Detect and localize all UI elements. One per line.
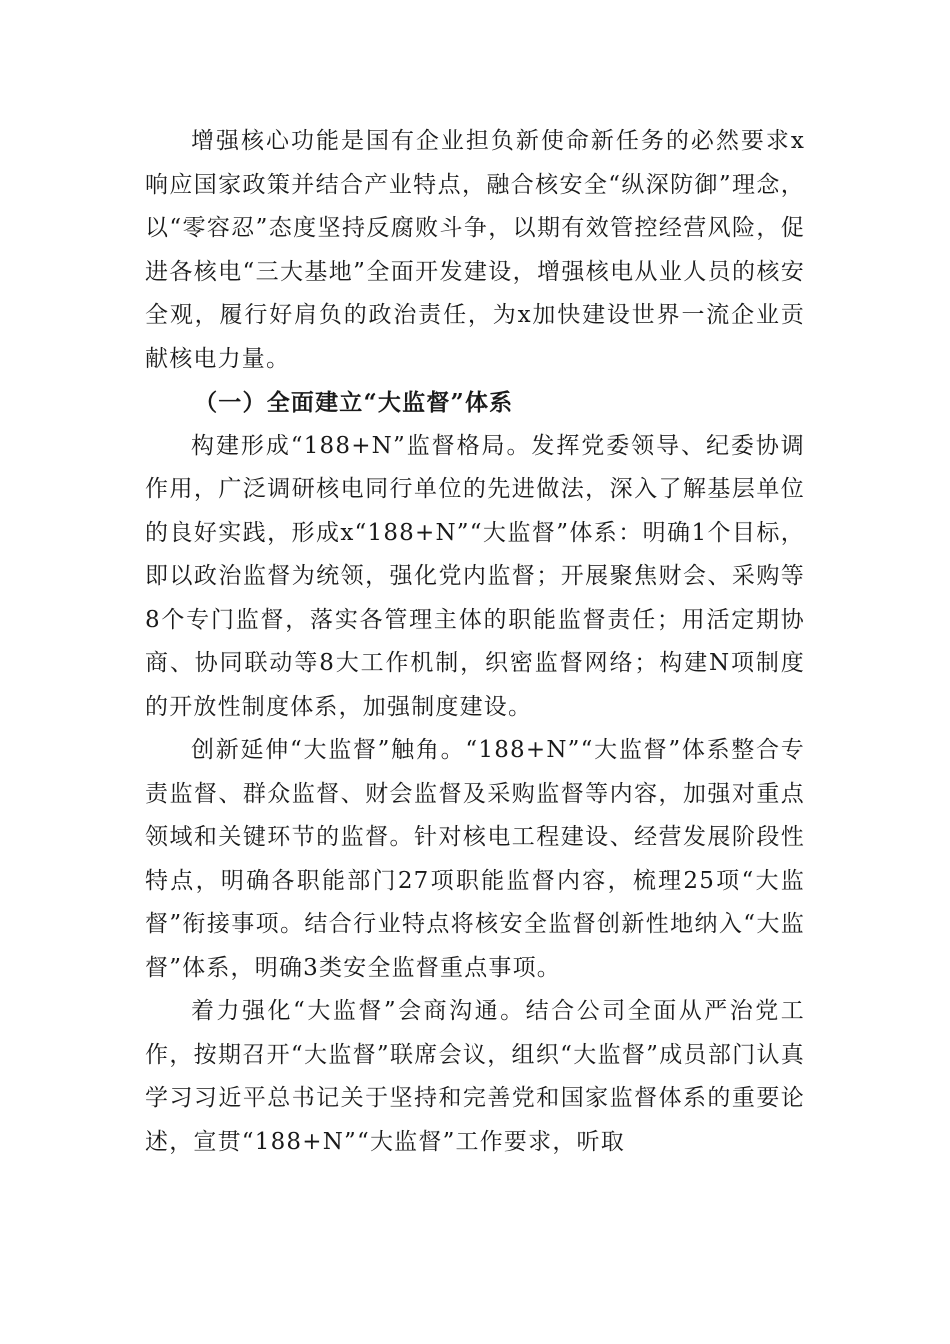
paragraph-intro: 增强核心功能是国有企业担负新使命新任务的必然要求x响应国家政策并结合产业特点，融合核安全“纵深防御”理念，以“零容忍”态度坚持反腐败斗争，以期有效管控经营风险，促进各核电“三大基地”全面开发建设，增强核电从业人员的核安全观，履行好肩负的政治责任，为x加快建设世界一流企业贡献核电力量。 [145, 128, 805, 372]
document-body [145, 120, 805, 1164]
paragraph-supervision-pattern: 构建形成“188+N”监督格局。发挥党委领导、纪委协调作用，广泛调研核电同行单位的先进做法，深入了解基层单位的良好实践，形成x“188+N”“大监督”体系：明确1个目标，即以政治监督为统领，强化党内监督；开展聚焦财会、采购等8个专门监督，落实各管理主体的职能监督责任；用活定期协商、协同联动等8大工作机制，织密监督网络；构建N项制度的开放性制度体系，加强制度建设。 [145, 432, 805, 720]
paragraph-supervision-consultation: 着力强化“大监督”会商沟通。结合公司全面从严治党工作，按期召开“大监督”联席会议，组织“大监督”成员部门认真学习习近平总书记关于坚持和完善党和国家监督体系的重要论述，宣贯“188+N”“大监督”工作要求，听取 [145, 998, 805, 1155]
paragraph-supervision-extension: 创新延伸“大监督”触角。“188+N”“大监督”体系整合专责监督、群众监督、财会监督及采购监督等内容，加强对重点领域和关键环节的监督。针对核电工程建设、经营发展阶段性特点，明确各职能部门27项职能监督内容，梳理25项“大监督”衔接事项。结合行业特点将核安全监督创新性地纳入“大监督”体系，明确3类安全监督重点事项。 [145, 737, 805, 981]
section-heading-1: （一）全面建立“大监督”体系 [194, 389, 514, 416]
